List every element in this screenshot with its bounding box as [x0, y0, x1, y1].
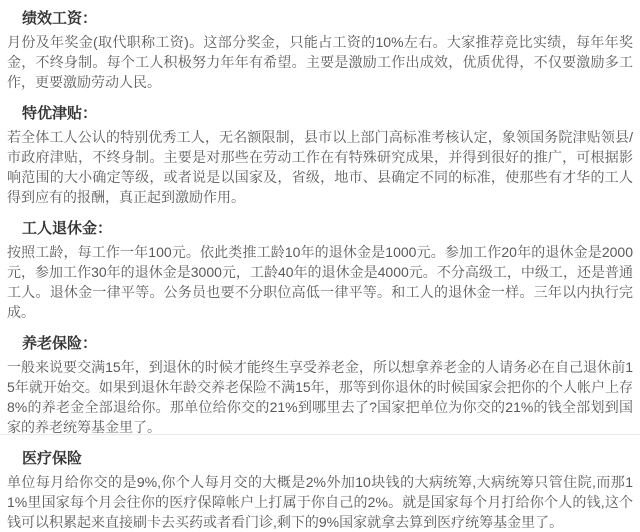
section-special-allowance [7, 97, 633, 207]
section-endowment-insurance [7, 327, 633, 437]
section-heading: 养老保险： [22, 335, 98, 352]
bottom-divider [0, 434, 640, 435]
section-heading: 工人退休金： [22, 220, 113, 237]
section-paragraph: 单位每月给你交的是9%,你个人每月交的大概是2%外加10块钱的大病统筹,大病统筹只管住院,而那11%里国家每个月会往你的医疗保障帐户上打属于你自己的2%。就是国家每个月打给你个人的钱,这个钱可以积累起来直接刷卡去买药或者看门诊,剩下的9%国家就拿去算到医疗统筹基金里了。 [7, 474, 633, 530]
section-medical-insurance [7, 442, 633, 532]
section-heading: 医疗保险 [22, 450, 83, 467]
section-worker-pension [7, 212, 633, 322]
section-heading: 特优津贴： [22, 105, 98, 122]
section-heading: 绩效工资： [22, 10, 98, 27]
section-paragraph: 若全体工人公认的特别优秀工人，无名额限制，县市以上部门高标准考核认定，象领国务院津贴领县/市政府津贴，不终身制。主要是对那些在劳动工作在有特殊研究成果，并得到很好的推广，可根据影响范围的大小确定等级，或者说是以国家及，省级，地市、县确定不同的标准，使那些有才华的工人得到应有的报酬，真正起到激励作用。 [7, 129, 633, 205]
section-paragraph: 月份及年奖金(取代职称工资)。这部分奖金，只能占工资的10%左右。大家推荐竞比实绩，每年年奖金，不终身制。每个工人积极努力年年有希望。主要是激励工作出成效，优质优得，不仅要激励多工作，更要激励劳动人民。 [7, 34, 633, 90]
section-paragraph: 一般来说要交满15年，到退休的时候才能终生享受养老金，所以想拿养老金的人请务必在自己退休前15年就开始交。如果到退休年龄交养老保险不满15年，那等到你退休的时候国家会把你的个人帐户上存8%的养老金全部退给你。那单位给你交的21%到哪里去了?国家把单位为你交的21%的钱全部划到国家的养老统筹基金里了。 [7, 359, 633, 435]
section-performance-wage [7, 2, 633, 92]
section-paragraph: 按照工龄，每工作一年100元。依此类推工龄10年的退休金是1000元。参加工作20年的退休金是2000元，参加工作30年的退休金是3000元，工龄40年的退休金是4000元。不分高级工，中级工，还是普通工人。退休金一律平等。公务员也要不分职位高低一律平等。和工人的退休金一样。三年以内执行完成。 [7, 244, 633, 320]
